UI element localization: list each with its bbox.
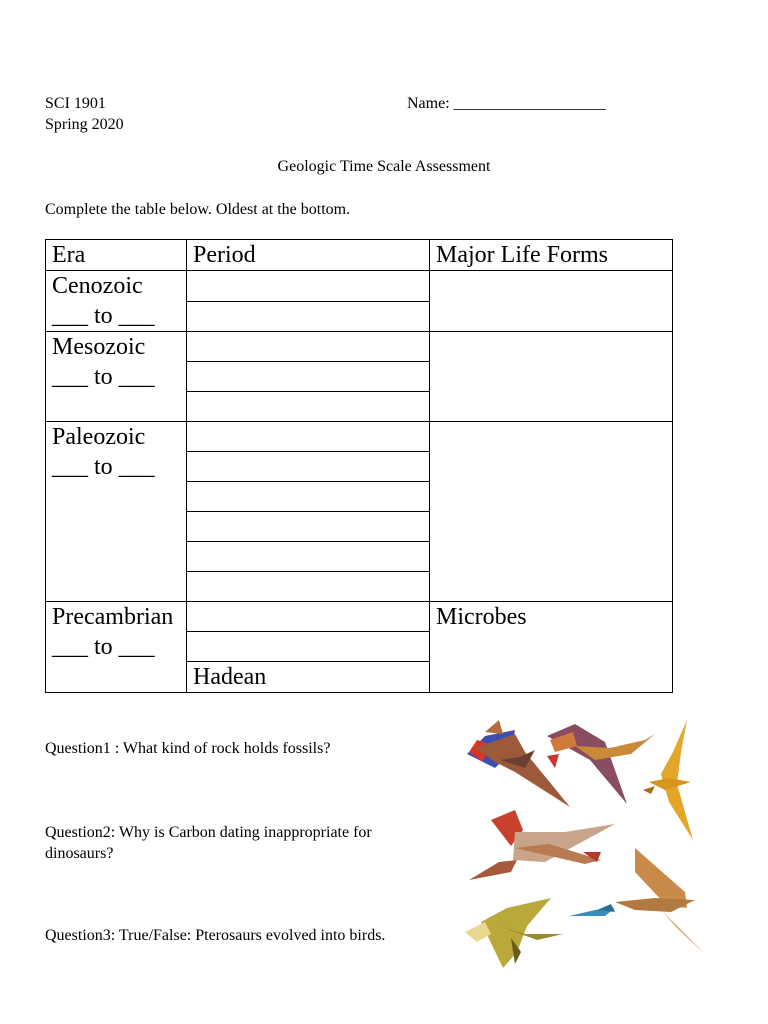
era-range[interactable]: ___ to ___	[52, 364, 155, 390]
name-field[interactable]	[407, 94, 606, 114]
table-row	[46, 422, 673, 452]
era-name: Paleozoic	[52, 424, 146, 450]
life-forms-cell[interactable]	[430, 332, 673, 422]
term: Spring 2020	[45, 116, 124, 133]
era-name: Precambrian	[52, 604, 174, 630]
life-forms-cell: Microbes	[430, 602, 673, 693]
pterosaurs-illustration	[455, 712, 715, 977]
period-cell[interactable]	[187, 572, 430, 602]
period-cell[interactable]	[187, 332, 430, 362]
era-name: Cenozoic	[52, 273, 143, 299]
era-cell-paleozoic	[46, 422, 187, 602]
era-cell-precambrian	[46, 602, 187, 693]
table-row	[46, 332, 673, 362]
header-life-forms: Major Life Forms	[430, 240, 673, 271]
name-label: Name:	[407, 95, 454, 112]
instructions: Complete the table below. Oldest at the bottom.	[45, 201, 351, 218]
table-row	[46, 602, 673, 632]
header-period: Period	[187, 240, 430, 271]
page-title: Geologic Time Scale Assessment	[277, 158, 491, 175]
period-cell[interactable]	[187, 392, 430, 422]
period-cell[interactable]	[187, 632, 430, 662]
question-1: Question1 : What kind of rock holds fossils?	[45, 740, 331, 757]
question-3: Question3: True/False: Pterosaurs evolved into birds.	[45, 927, 386, 944]
era-range[interactable]: ___ to ___	[52, 634, 155, 660]
period-cell: Hadean	[187, 662, 430, 693]
period-cell[interactable]	[187, 482, 430, 512]
table-row	[46, 271, 673, 302]
pterosaur-4-icon	[469, 810, 615, 880]
pterosaur-2-icon	[547, 724, 655, 804]
pterosaur-3-icon	[643, 720, 693, 840]
question-2: Question2: Why is Carbon dating inappropriate for dinosaurs?	[45, 824, 372, 862]
life-forms-cell[interactable]	[430, 271, 673, 332]
period-cell[interactable]	[187, 512, 430, 542]
period-cell[interactable]	[187, 422, 430, 452]
life-forms-cell[interactable]	[430, 422, 673, 602]
era-cell-mesozoic	[46, 332, 187, 422]
era-name: Mesozoic	[52, 334, 146, 360]
period-cell[interactable]	[187, 602, 430, 632]
course-code: SCI 1901	[45, 95, 106, 112]
period-cell[interactable]	[187, 301, 430, 332]
era-range[interactable]: ___ to ___	[52, 303, 155, 329]
period-cell[interactable]	[187, 542, 430, 572]
geologic-time-table	[45, 239, 673, 693]
name-blank: ___________________	[453, 95, 606, 112]
pterosaur-5-icon	[465, 898, 563, 968]
period-cell[interactable]	[187, 452, 430, 482]
header-era: Era	[46, 240, 187, 271]
pterosaur-6-icon	[569, 848, 707, 956]
period-cell[interactable]	[187, 271, 430, 302]
period-cell[interactable]	[187, 362, 430, 392]
era-range[interactable]: ___ to ___	[52, 454, 155, 480]
era-cell-cenozoic	[46, 271, 187, 332]
table-header-row	[46, 240, 673, 271]
